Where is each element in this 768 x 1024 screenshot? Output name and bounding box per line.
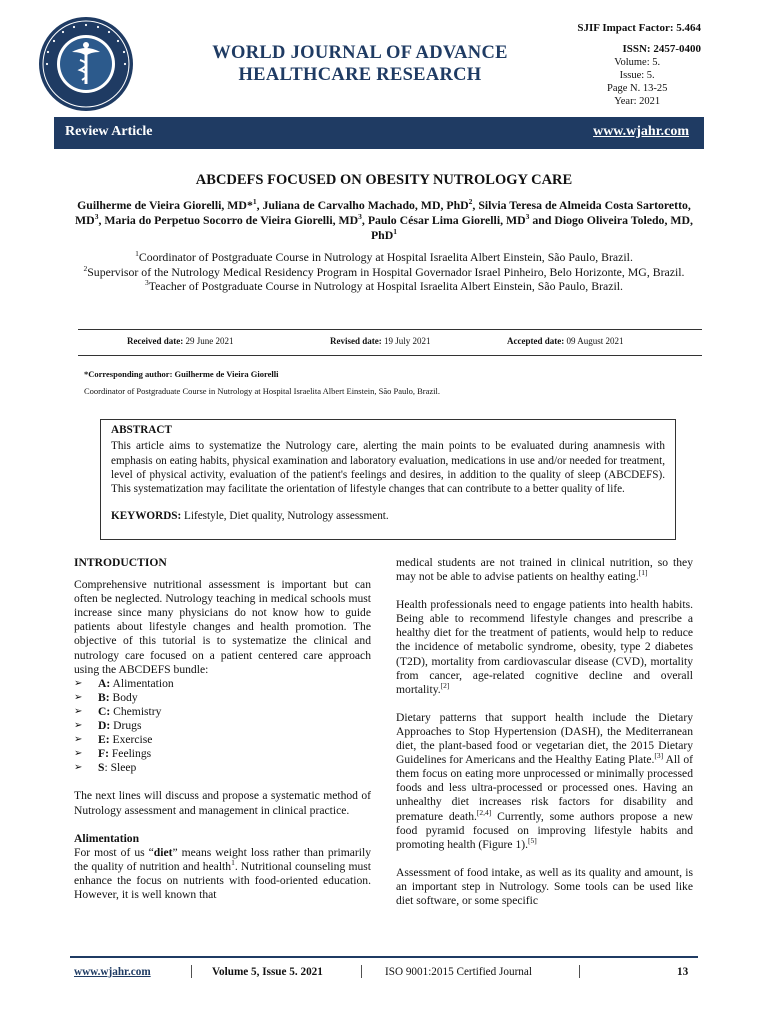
corresponding-author [84, 366, 704, 400]
abcdefs-list [74, 677, 371, 776]
abstract-box [100, 419, 676, 540]
footer-url-link[interactable]: www.wjahr.com [74, 966, 151, 978]
arrow-bullet-icon: ➢ [74, 734, 83, 746]
arrow-bullet-icon: ➢ [74, 720, 83, 732]
author: Juliana de Carvalho Machado, MD, PhD$^2$, [262, 197, 479, 212]
citation[interactable]: [1] [638, 568, 648, 578]
corresponding-author-label: *Corresponding author: Guilherme de Vieira Giorelli [84, 369, 279, 379]
list-item: ➢ S: Sleep [74, 761, 137, 775]
arrow-bullet-icon: ➢ [74, 705, 83, 717]
list-item: ➢ A: Alimentation [74, 676, 174, 690]
issn: ISSN: 2457-0400 [622, 43, 701, 55]
author: Paulo César Lima Giorelli, $MD^3$ and [367, 212, 555, 227]
arrow-bullet-icon: ➢ [74, 762, 83, 774]
footer-divider [70, 956, 698, 958]
journal-title-line1: WORLD JOURNAL OF ADVANCE [212, 43, 508, 63]
journal-title [160, 42, 560, 86]
paragraph: Health professionals need to engage patients into health habits. Being able to recommend lifestyle changes and prescribe a healthy diet for the treatment of patients, would help to reduce the incidence of metabolic syndrome, obesity, type 2 diabetes (T2D), mortality from cardiovascular disease (CVD), mortality from cancer, age-related cognitive decline and overall mortality.[2] [396, 598, 693, 696]
footer-iso: ISO 9001:2015 Certified Journal [385, 966, 532, 978]
citation[interactable]: [3] [654, 751, 664, 761]
arrow-bullet-icon: ➢ [74, 691, 83, 703]
author-list [64, 198, 704, 243]
journal-meta [577, 22, 701, 108]
journal-url-link[interactable]: www.wjahr.com [593, 124, 689, 139]
paragraph: Dietary patterns that support health include the Dietary Approaches to Stop Hypertension (DASH), the Mediterranean diet, the plant-based food or vegetarian diet, the 2015 Dietary Guidelines for Americans and the Healthy Eating Plate.[3] All of them focus on eating more unprocessed or minimally processed foods and less ultra-processed or processed ones. Having an unhealthy diet increases risk factors for disability and premature death.[2,4] Currently, some authors propose a new food pyramid focused on improving lifestyle habits and promoting health (Figure 1).[5] [396, 710, 693, 851]
footer-separator: | [578, 963, 582, 979]
section-heading-alimentation: Alimentation [74, 831, 140, 845]
article-title: ABCDEFS FOCUSED ON OBESITY NUTROLOGY CARE [195, 172, 573, 188]
footer-separator: | [360, 963, 364, 979]
author: Diogo Oliveira Toledo, MD, PhD$^1$ [370, 213, 693, 242]
page-number: 13 [677, 966, 689, 978]
corresponding-author-affiliation: Coordinator of Postgraduate Course in Nutrology at Hospital Israelita Albert Einstein, São Paulo, Brazil. [84, 386, 440, 396]
accepted-date: Accepted date: 09 August 2021 [507, 336, 624, 346]
abstract-heading: ABSTRACT [111, 424, 172, 436]
paragraph: The next lines will discuss and propose a systematic method of Nutrology assessment and management in clinical practice. [74, 789, 371, 817]
article-type-banner [54, 117, 704, 149]
sjif-impact-factor: SJIF Impact Factor: 5.464 [577, 22, 701, 34]
year: Year: 2021 [614, 96, 661, 107]
right-column [396, 556, 693, 908]
citation[interactable]: [5] [528, 835, 537, 845]
volume: Volume: 5. [614, 57, 661, 68]
list-item: ➢ C: Chemistry [74, 704, 162, 718]
revised-date: Revised date: 19 July 2021 [330, 336, 431, 346]
list-item: ➢ E: Exercise [74, 733, 153, 747]
article-type: Review Article [65, 124, 153, 139]
paragraph: For most of us “diet” means weight loss rather than primarily the quality of nutrition and health$^1$. Nutritional counseling must enhance the focus on nutrients with food-oriented education. However, it is well known that [74, 845, 372, 901]
author: Maria do Perpetuo Socorro de Vieira Giorelli, $MD^3$, [104, 212, 368, 227]
paragraph: Assessment of food intake, as well as its quality and amount, is an important step in Nutrology. Some tools can be used like diet software, or some specific [396, 865, 693, 907]
affiliation: $^3$Teacher of Postgraduate Course in Nutrology at Hospital Israelita Albert Einstein, São Paulo, Brazil. [145, 278, 623, 293]
affiliation: $^1$Coordinator of Postgraduate Course in Nutrology at Hospital Israelita Albert Einstein, São Paulo, Brazil. [135, 249, 633, 264]
citation[interactable]: [2] [440, 680, 450, 690]
left-column [74, 556, 371, 902]
affiliation: $^2$Supervisor of the Nutrology Medical Residency Program in Hospital Governador Israel Pinheiro, Belo Horizonte, MG, Brazil. [83, 263, 685, 279]
journal-title-line2: HEALTHCARE RESEARCH [238, 65, 482, 85]
journal-logo [38, 16, 134, 112]
footer-volume: Volume 5, Issue 5. 2021 [212, 966, 323, 978]
received-date: Received date: 29 June 2021 [127, 336, 234, 346]
arrow-bullet-icon: ➢ [74, 748, 83, 760]
divider [78, 329, 702, 330]
divider [78, 355, 702, 356]
footer-separator: | [190, 963, 194, 979]
author: Silvia Teresa de Almeida Costa Sartoretto, $MD^3$, [75, 198, 691, 227]
page-range: Page N. 13-25 [606, 83, 668, 94]
list-item: ➢ B: Body [74, 690, 138, 704]
abstract-text: This article aims to systematize the Nutrology care, alerting the main points to be evaluated during anamnesis with emphasis on eating habits, physical examination and laboratory evaluation, medications in use and/or needed for treatment, level of physical activity, evaluation of the patient's feelings and desires, in addition to the quality of sleep (ABCDEFS). This systematization may facilitate the orientation of lifestyle changes that can contribute to a better quality of life. [111, 440, 665, 496]
affiliations [64, 250, 704, 294]
author: Guilherme de Vieira Giorelli, MD*$^1$, [77, 197, 263, 212]
citation[interactable]: [2,4] [476, 807, 492, 817]
issue: Issue: 5. [619, 70, 655, 81]
keywords: KEYWORDS: Lifestyle, Diet quality, Nutrology assessment. [111, 510, 389, 523]
arrow-bullet-icon: ➢ [74, 677, 83, 689]
list-item: ➢ D: Drugs [74, 719, 142, 733]
paragraph: medical students are not trained in clinical nutrition, so they may not be able to advise patients on healthy eating.[1] [396, 556, 693, 584]
section-heading-introduction: INTRODUCTION [74, 556, 167, 569]
paragraph: Comprehensive nutritional assessment is important but can often be neglected. Nutrology teaching in medical schools must increase since many physicians do not know how to guide patients about lifestyle changes and health promotion. The objective of this tutorial is to systematize the clinical and nutrology care focused on a patient centered care approach using the ABCDEFS bundle: [74, 578, 371, 676]
list-item: ➢ F: Feelings [74, 747, 152, 761]
